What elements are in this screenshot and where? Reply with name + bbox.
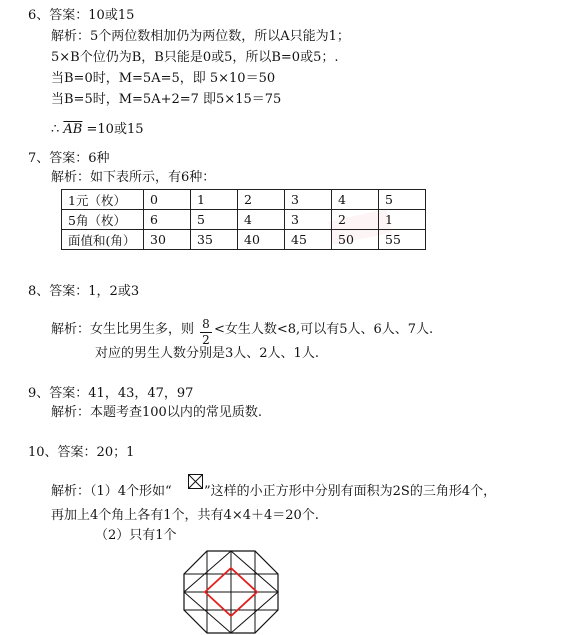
q6-line-3: 当B=0时，M=5A=5，即 5×10＝50 — [51, 71, 276, 86]
fraction-8-over-2 — [200, 318, 212, 347]
table-cell: 1 — [379, 210, 426, 230]
table-cell: 35 — [191, 230, 238, 250]
fraction-numerator: 8 — [202, 317, 210, 331]
q8-line-2: 对应的男生人数分别是3人、2人、1人. — [95, 346, 319, 361]
q6-conclusion — [51, 122, 144, 138]
q6-conclusion-value: =10或15 — [86, 122, 144, 137]
table-cell: 0 — [144, 190, 191, 210]
table-cell: 3 — [285, 190, 332, 210]
table-cell: 4 — [332, 190, 379, 210]
table-row — [62, 230, 426, 250]
q7-line-1: 解析：如下表所示，有6种： — [51, 170, 216, 185]
table-cell: 4 — [238, 210, 285, 230]
table-cell: 2 — [332, 210, 379, 230]
table-cell: 5 — [379, 190, 426, 210]
q10-line-2: 再加上4个角上各有1个，共有4×4＋4＝20个. — [51, 508, 319, 523]
table-cell: 面值和(角） — [62, 230, 144, 250]
q10-line-1-pre: 解析：（1）4个形如“ — [51, 484, 172, 499]
table-cell: 50 — [332, 230, 379, 250]
q8-line-1-pre: 解析：女生比男生多，则 — [51, 322, 195, 337]
q8-answer: 8、答案：1，2或3 — [28, 284, 140, 299]
q9-line-1: 解析：本题考查100以内的常见质数. — [51, 405, 262, 420]
table-cell: 30 — [144, 230, 191, 250]
q6-line-4: 当B=5时，M=5A+2=7 即5×15＝75 — [51, 92, 282, 107]
table-cell: 5角（枚） — [62, 210, 144, 230]
fraction-denominator: 2 — [202, 333, 210, 347]
q7-answer: 7、答案：6种 — [28, 151, 110, 166]
table-cell: 6 — [144, 210, 191, 230]
q6-line-1: 解析：5个两位数相加仍为两位数，所以A只能为1； — [51, 29, 350, 44]
table-cell: 3 — [285, 210, 332, 230]
q10-line-3: （2）只有1个 — [95, 528, 177, 543]
table-cell: 40 — [238, 230, 285, 250]
table-cell: 1 — [191, 190, 238, 210]
crossed-square-icon — [188, 474, 203, 489]
q10-line-1-post: ”这样的小正方形中分别有面积为2S的三角形4个， — [204, 484, 497, 499]
q6-line-2: 5×B个位仍为B，B只能是0或5，所以B=0或5；. — [51, 50, 339, 65]
table-row — [62, 190, 426, 210]
coin-table — [61, 189, 426, 250]
therefore-symbol: ∴ — [51, 122, 60, 137]
q6-answer: 6、答案：10或15 — [28, 8, 135, 23]
table-row — [62, 210, 426, 230]
q9-answer: 9、答案：41，43，47，97 — [28, 386, 194, 401]
table-cell: 55 — [379, 230, 426, 250]
table-cell: 45 — [285, 230, 332, 250]
q8-line-1-post: <女生人数<8,可以有5人、6人、7人. — [214, 322, 434, 337]
octagon-diagram — [183, 550, 279, 634]
table-cell: 1元（枚） — [62, 190, 144, 210]
ab-overline: $\overline{AB}$ — [63, 122, 83, 137]
table-cell: 2 — [238, 190, 285, 210]
q10-answer: 10、答案：20；1 — [28, 445, 135, 460]
table-cell: 5 — [191, 210, 238, 230]
